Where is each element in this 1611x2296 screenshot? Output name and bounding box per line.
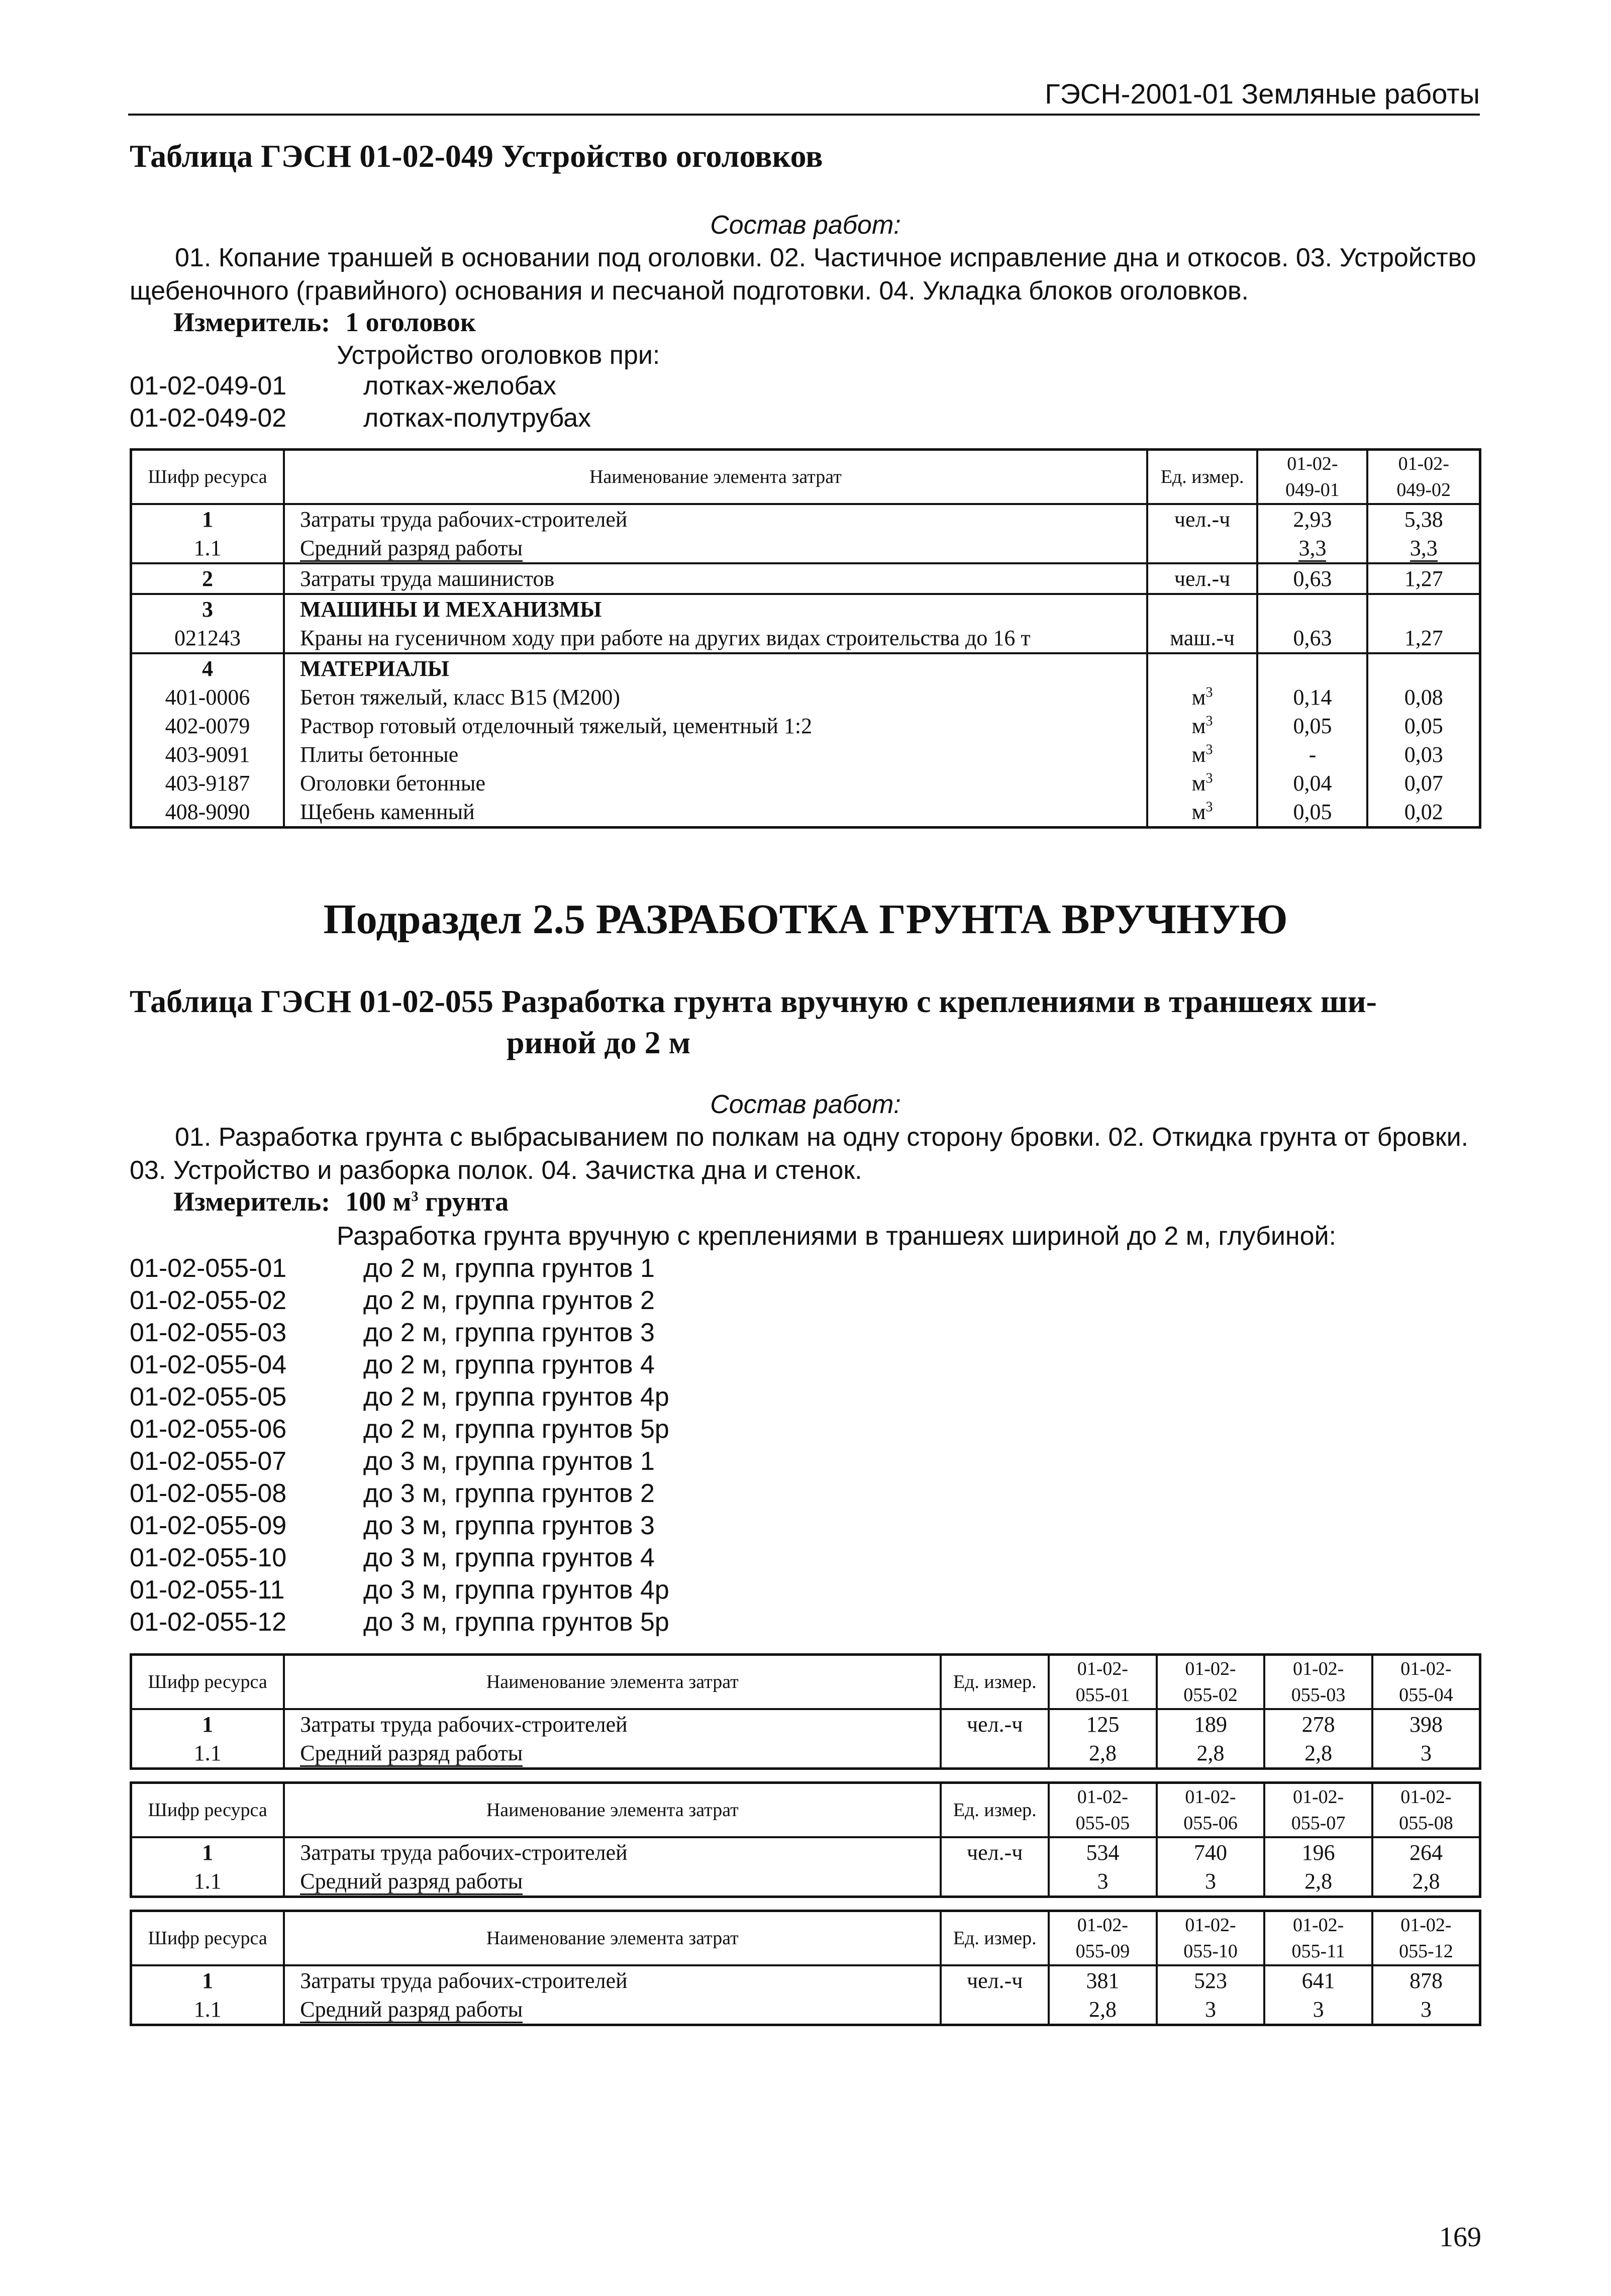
table-049-works: 01. Копание траншей в основании под оголовки. 02. Частичное исправление дна и откосов. 03. Устройство щебеночного (гравийного) основания и песчаной подготовки. 04. Укладка блоков оголовков. — [130, 243, 1476, 306]
table-row: 3 МАШИНЫ И МЕХАНИЗМЫ — [131, 594, 1480, 624]
table-header-row: Шифр ресурса Наименование элемента затрат Ед. измер. 01-02- 055-09 01-02- 055-10 01-02- 055-11 01-02- 055-12 — [131, 1911, 1480, 1966]
table-055-block-2 — [130, 1781, 1481, 1898]
table-055-block-1 — [130, 1653, 1481, 1770]
table-049 — [130, 448, 1481, 829]
running-header: ГЭСН-2001-01 Земляные работы — [128, 74, 1480, 116]
code-list-item: 01-02-055-10 до 3 м, группа грунтов 4 — [130, 1543, 655, 1572]
table-row: 408-9090 Щебень каменный $м^3$ 0,05 0,02 — [131, 797, 1480, 828]
code-list-item: 01-02-055-07 до 3 м, группа грунтов 1 — [130, 1447, 655, 1476]
table-row: 1.1 Средний разряд работы 2,8 3 3 3 — [131, 1995, 1480, 2025]
table-row: 1.1 Средний разряд работы 3,3 3,3 — [131, 534, 1480, 563]
table-row: 401-0006 Бетон тяжелый, класс В15 (М200) $м^3$ 0,14 0,08 — [131, 683, 1480, 712]
table-row: 403-9091 Плиты бетонные $м^3$ - 0,03 — [131, 740, 1480, 769]
code-list-item: 01-02-055-12 до 3 м, группа грунтов 5р — [130, 1608, 669, 1637]
table-055-sostav-label: Состав работ: — [710, 1090, 901, 1119]
col-header-value: 01-02- 049-01 — [1257, 450, 1367, 505]
measure-value: 1 оголовок — [345, 307, 476, 337]
code-list-item: 01-02-055-04 до 2 м, группа грунтов 4 — [130, 1350, 655, 1379]
table-055-works: 01. Разработка грунта с выбрасыванием по полкам на одну сторону бровки. 02. Откидка грунта от бровки. 03. Устройство и разборка полок. 04. Зачистка дна и стенок. — [130, 1123, 1469, 1185]
table-055-code-list — [130, 1252, 669, 1638]
page-number: 169 — [1439, 2222, 1481, 2253]
col-header-unit: Ед. измер. — [1147, 450, 1258, 505]
table-row: 1 Затраты труда рабочих-строителей чел.-ч 534 740 196 264 — [131, 1837, 1480, 1867]
table-055-intro: Разработка грунта вручную с креплениями в траншеях шириной до 2 м, глубиной: — [337, 1222, 1337, 1251]
code-list-item: 01-02-055-03 до 2 м, группа грунтов 3 — [130, 1318, 655, 1347]
table-row: 402-0079 Раствор готовый отделочный тяжелый, цементный 1:2 $м^3$ 0,05 0,05 — [131, 712, 1480, 740]
code-list-item — [130, 370, 591, 402]
table-row: 4 МАТЕРИАЛЫ — [131, 653, 1480, 683]
table-049-measure — [173, 306, 476, 339]
code-description: лотках-желобах — [363, 371, 556, 401]
code-description: лотках-полутрубах — [363, 404, 591, 433]
col-header-code: Шифр ресурса — [131, 450, 284, 505]
table-header-row — [131, 450, 1480, 505]
col-header-value: 01-02- 049-02 — [1367, 450, 1480, 505]
col-header-name: Наименование элемента затрат — [284, 450, 1147, 505]
subsection-title: Подраздел 2.5 РАЗРАБОТКА ГРУНТА ВРУЧНУЮ — [323, 896, 1288, 943]
code: 01-02-049-01 — [130, 371, 287, 401]
table-row: 1 Затраты труда рабочих-строителей чел.-ч 2,93 5,38 — [131, 504, 1480, 534]
table-055-block-3 — [130, 1910, 1481, 2026]
measure-label: Измеритель: — [173, 1186, 331, 1217]
code-list-item: 01-02-055-02 до 2 м, группа грунтов 2 — [130, 1286, 655, 1315]
measure-value: 100 $м^3$ грунта — [345, 1186, 509, 1217]
table-row: 1.1 Средний разряд работы 2,8 2,8 2,8 3 — [131, 1739, 1480, 1769]
table-055-title-line1: Таблица ГЭСН 01-02-055 Разработка грунта вручную с креплениями в траншеях ши- — [130, 983, 1377, 1019]
code-list-item: 01-02-055-05 до 2 м, группа грунтов 4р — [130, 1382, 669, 1412]
table-049-title: Таблица ГЭСН 01-02-049 Устройство оголовков — [130, 138, 823, 174]
code: 01-02-049-02 — [130, 404, 287, 433]
table-row: 2 Затраты труда машинистов чел.-ч 0,63 1,27 — [131, 563, 1480, 594]
table-049-intro: Устройство оголовков при: — [337, 341, 660, 370]
table-049-sostav-label: Состав работ: — [710, 211, 901, 240]
table-row: 403-9187 Оголовки бетонные $м^3$ 0,04 0,07 — [131, 769, 1480, 797]
table-055-title-line2: риной до 2 м — [507, 1025, 691, 1060]
code-list-item: 01-02-055-01 до 2 м, группа грунтов 1 — [130, 1254, 655, 1283]
table-055-measure — [173, 1185, 509, 1218]
code-list-item — [130, 402, 591, 434]
code-list-item: 01-02-055-09 до 3 м, группа грунтов 3 — [130, 1511, 655, 1540]
table-header-row: Шифр ресурса Наименование элемента затрат Ед. измер. 01-02- 055-01 01-02- 055-02 01-02- 055-03 01-02- 055-04 — [131, 1655, 1480, 1710]
code-list-item: 01-02-055-11 до 3 м, группа грунтов 4р — [130, 1575, 669, 1605]
table-row: 1 Затраты труда рабочих-строителей чел.-ч 381 523 641 878 — [131, 1965, 1480, 1995]
table-row: 021243 Краны на гусеничном ходу при работе на других видах строительства до 16 т маш.-ч 0,63 1,27 — [131, 624, 1480, 653]
table-row: 1.1 Средний разряд работы 3 3 2,8 2,8 — [131, 1867, 1480, 1897]
table-header-row: Шифр ресурса Наименование элемента затрат Ед. измер. 01-02- 055-05 01-02- 055-06 01-02- 055-07 01-02- 055-08 — [131, 1783, 1480, 1838]
code-list-item: 01-02-055-08 до 3 м, группа грунтов 2 — [130, 1479, 655, 1508]
measure-label: Измеритель: — [173, 307, 331, 337]
table-row: 1 Затраты труда рабочих-строителей чел.-ч 125 189 278 398 — [131, 1709, 1480, 1739]
table-049-code-list — [130, 370, 591, 434]
code-list-item: 01-02-055-06 до 2 м, группа грунтов 5р — [130, 1415, 669, 1444]
